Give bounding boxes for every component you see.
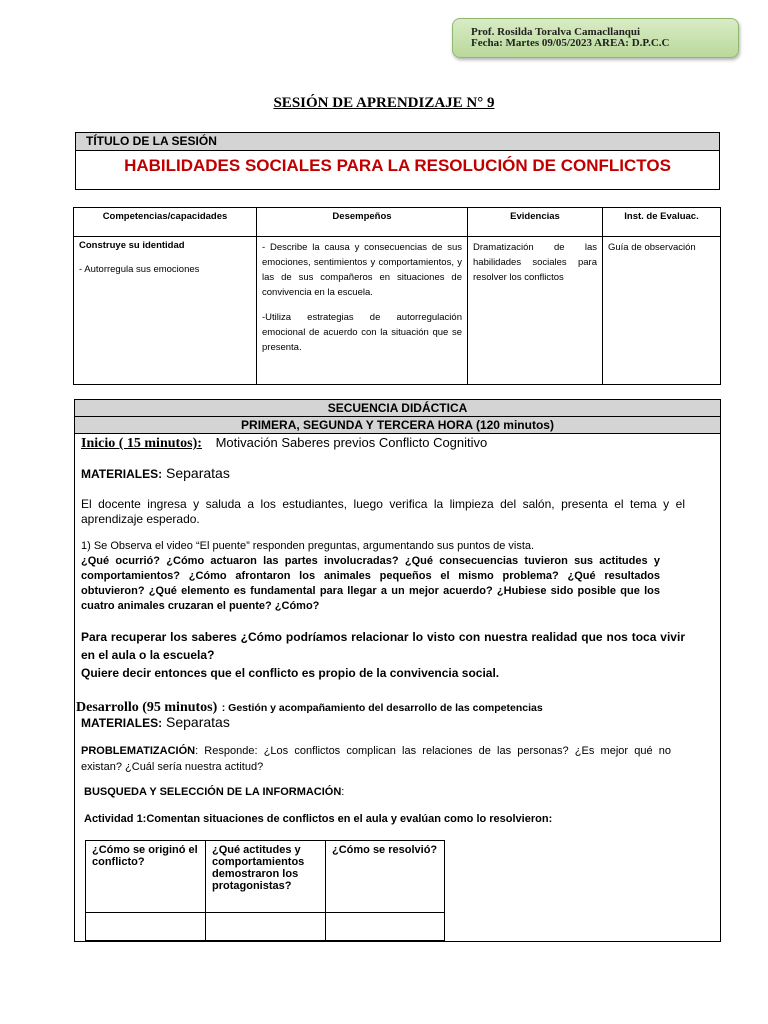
activity-col-origin: ¿Cómo se originó el conflicto? xyxy=(86,841,206,913)
inicio-desc: Motivación Saberes previos Conflicto Cognitivo xyxy=(215,435,488,450)
materials2-value: Separatas xyxy=(166,714,230,730)
materials2-label: MATERIALES: xyxy=(81,716,163,730)
competence: Construye su identidad xyxy=(79,240,185,251)
materials-line xyxy=(81,465,230,481)
session-title: SESIÓN DE APRENDIZAJE N° 9 xyxy=(273,95,495,111)
desarrollo-desc: : Gestión y acompañamiento del desarrollo de las competencias xyxy=(221,702,543,714)
materials-value: Separatas xyxy=(166,465,230,481)
desarrollo-label: Desarrollo (95 minutos) xyxy=(76,700,218,715)
session-main-title: HABILIDADES SOCIALES PARA LA RESOLUCIÓN DE CONFLICTOS xyxy=(124,156,671,175)
activity-cell[interactable] xyxy=(326,913,445,941)
conclusion-text: Quiere decir entonces que el conflicto es propio de la convivencia social. xyxy=(81,666,500,680)
recover-text: Para recuperar los saberes ¿Cómo podríamos relacionar lo visto con nuestra realidad que nos toca vivir en el aula o la escuela? xyxy=(81,630,685,662)
activity-cell[interactable] xyxy=(86,913,206,941)
activity-col-resolution: ¿Cómo se resolvió? xyxy=(326,841,445,913)
instrument-cell: Guía de observación xyxy=(603,237,721,385)
performance-cell xyxy=(257,237,468,385)
table-header: Desempeños xyxy=(257,208,468,237)
problematization xyxy=(81,743,671,775)
problem-text: : Responde: ¿Los conflictos complican las relaciones de las personas? ¿Es mejor qué no existan? ¿Cuál sería nuestra actitud? xyxy=(81,745,671,773)
activity-col-attitudes: ¿Qué actitudes y comportamientos demostraron los protagonistas? xyxy=(206,841,326,913)
header-badge xyxy=(452,18,739,58)
activity-cell[interactable] xyxy=(206,913,326,941)
materials-label: MATERIALES: xyxy=(81,467,163,481)
search-colon: : xyxy=(341,786,345,798)
evidence-cell: Dramatización de las habilidades sociales para resolver los conflictos xyxy=(468,237,603,385)
competencies-table xyxy=(73,207,721,385)
capacity: - Autorregula sus emociones xyxy=(79,264,200,275)
inicio-label: Inicio ( 15 minutos): xyxy=(81,436,202,451)
sequence-hours: PRIMERA, SEGUNDA Y TERCERA HORA (120 minutos) xyxy=(75,417,720,434)
performance-2: -Utiliza estrategias de autorregulación emocional de acuerdo con la situación que se presenta. xyxy=(262,312,462,353)
title-box-label: TÍTULO DE LA SESIÓN xyxy=(76,133,719,151)
title-box xyxy=(75,132,720,190)
sequence-title: SECUENCIA DIDÁCTICA xyxy=(75,400,720,417)
date-area: Fecha: Martes 09/05/2023 AREA: D.P.C.C xyxy=(471,37,670,49)
activity-text: Actividad 1:Comentan situaciones de conflictos en el aula y evalúan como lo resolvieron: xyxy=(84,813,553,825)
search-label: BUSQUEDA Y SELECCIÓN DE LA INFORMACIÓN xyxy=(84,786,342,798)
table-header: Inst. de Evaluac. xyxy=(603,208,721,237)
table-header: Competencias/capacidades xyxy=(74,208,257,237)
inicio-line xyxy=(81,435,487,452)
problem-label: PROBLEMATIZACIÓN xyxy=(81,745,196,757)
didactic-sequence xyxy=(74,399,721,942)
intro-text: El docente ingresa y saluda a los estudiantes, luego verifica la limpieza del salón, presenta el tema y el aprendizaje esperado. xyxy=(81,497,685,526)
activity-table xyxy=(85,840,445,941)
search-heading xyxy=(84,786,344,798)
teacher-name: Prof. Rosilda Toralva Camacllanqui xyxy=(471,26,641,38)
table-header: Evidencias xyxy=(468,208,603,237)
questions: ¿Qué ocurrió? ¿Cómo actuaron las partes involucradas? ¿Qué consecuencias tuvieron sus actitudes y comportamientos? ¿Cómo afrontaron los animales pequeños el mismo problema? ¿Qué resultados obtuvieron? ¿Qué elemento es fundamental para llegar a un mejor acuerdo? ¿Hubiese sido posible que los cuatro animales cruzaran el puente? ¿Cómo? xyxy=(81,555,660,612)
performance-1: - Describe la causa y consecuencias de sus emociones, sentimientos y comportamientos, y las de sus compañeros en situaciones de convivencia en la escuela. xyxy=(262,242,462,298)
video-line: 1) Se Observa el video “El puente” responden preguntas, argumentando sus puntos de vista. xyxy=(81,540,535,552)
materials2-line xyxy=(81,714,230,730)
competence-cell xyxy=(74,237,257,385)
